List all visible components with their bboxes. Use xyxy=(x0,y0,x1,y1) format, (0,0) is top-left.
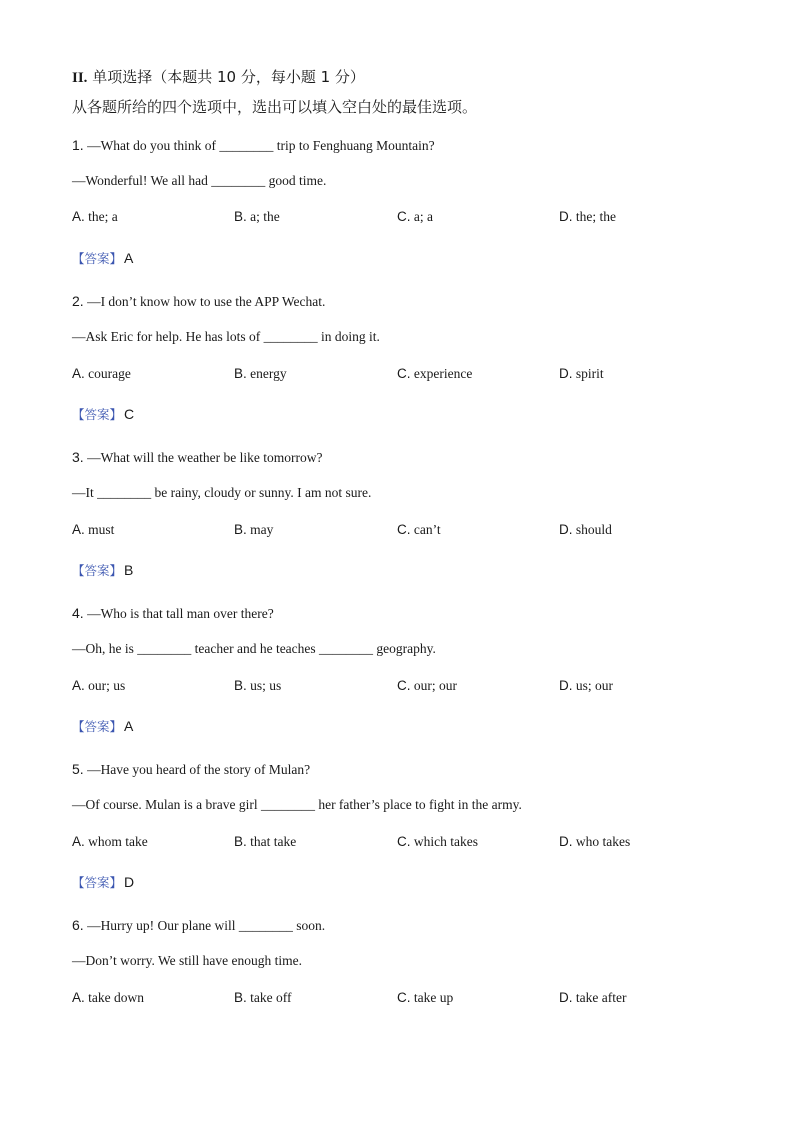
answer-tag: 【答案】 xyxy=(72,407,123,422)
option-letter: D. xyxy=(559,990,573,1005)
option-c xyxy=(397,365,472,383)
option-text: whom take xyxy=(88,834,148,849)
option-c xyxy=(397,677,457,695)
option-text: courage xyxy=(88,366,131,381)
answer-tag: 【答案】 xyxy=(72,875,123,890)
question-4-answer xyxy=(72,717,133,737)
option-letter: C. xyxy=(397,366,411,381)
option-text: us; us xyxy=(250,678,282,693)
option-letter: B. xyxy=(234,522,247,537)
option-letter: B. xyxy=(234,990,247,1005)
option-text: that take xyxy=(250,834,297,849)
option-letter: B. xyxy=(234,366,247,381)
question-1-line-1 xyxy=(72,136,435,155)
option-b xyxy=(234,365,287,383)
question-1-answer xyxy=(72,249,133,269)
answer-tag: 【答案】 xyxy=(72,719,123,734)
question-5-line-2: —Of course. Mulan is a brave girl ________ her father’s place to fight in the army. xyxy=(72,797,522,812)
option-a xyxy=(72,677,125,695)
answer-value: D xyxy=(124,874,135,890)
question-text: —Hurry up! Our plane will ________ soon. xyxy=(87,918,326,933)
option-a xyxy=(72,989,144,1007)
option-d xyxy=(559,365,604,383)
option-text: may xyxy=(250,522,274,537)
option-c xyxy=(397,521,441,539)
option-text: us; our xyxy=(575,678,613,693)
option-b xyxy=(234,989,292,1007)
question-text: —What do you think of ________ trip to Fenghuang Mountain? xyxy=(87,138,435,153)
option-letter: D. xyxy=(559,209,573,224)
option-text: experience xyxy=(413,366,473,381)
option-b xyxy=(234,833,296,851)
option-letter: A. xyxy=(72,834,85,849)
option-d xyxy=(559,521,612,539)
option-text: who takes xyxy=(575,834,631,849)
option-letter: D. xyxy=(559,678,573,693)
question-3-options xyxy=(72,521,712,539)
option-d xyxy=(559,208,616,226)
answer-value: A xyxy=(124,718,134,734)
option-d xyxy=(559,833,630,851)
question-4-options xyxy=(72,677,712,695)
question-5-answer xyxy=(72,873,134,893)
option-letter: D. xyxy=(559,834,573,849)
option-letter: D. xyxy=(559,366,573,381)
option-letter: C. xyxy=(397,834,411,849)
question-2-line-1 xyxy=(72,292,325,311)
option-text: must xyxy=(88,522,115,537)
option-a xyxy=(72,521,114,539)
answer-tag: 【答案】 xyxy=(72,563,123,578)
question-6-options xyxy=(72,989,712,1007)
option-letter: C. xyxy=(397,678,411,693)
question-6-line-2: —Don’t worry. We still have enough time. xyxy=(72,953,303,968)
question-1-line-2: —Wonderful! We all had ________ good time. xyxy=(72,173,327,188)
option-text: can’t xyxy=(413,522,441,537)
question-3-line-2: —It ________ be rainy, cloudy or sunny. I am not sure. xyxy=(72,485,372,500)
option-text: our; us xyxy=(88,678,126,693)
option-letter: C. xyxy=(397,209,411,224)
option-text: the; a xyxy=(88,209,118,224)
option-letter: B. xyxy=(234,209,247,224)
option-c xyxy=(397,833,478,851)
question-text: —I don’t know how to use the APP Wechat. xyxy=(87,294,326,309)
option-letter: B. xyxy=(234,678,247,693)
option-text: should xyxy=(575,522,612,537)
option-text: take after xyxy=(575,990,627,1005)
option-letter: C. xyxy=(397,522,411,537)
question-1-options xyxy=(72,208,712,226)
option-text: take down xyxy=(88,990,144,1005)
question-3-line-1 xyxy=(72,448,322,467)
option-letter: A. xyxy=(72,522,85,537)
question-number: 2. xyxy=(72,293,84,309)
question-number: 3. xyxy=(72,449,84,465)
question-2-answer xyxy=(72,405,134,425)
option-a xyxy=(72,208,118,226)
option-letter: A. xyxy=(72,678,85,693)
question-number: 4. xyxy=(72,605,84,621)
option-text: take up xyxy=(413,990,454,1005)
question-number: 1. xyxy=(72,137,84,153)
question-2-options xyxy=(72,365,712,383)
option-letter: A. xyxy=(72,990,85,1005)
option-a xyxy=(72,833,148,851)
section-instruction: 从各题所给的四个选项中，选出可以填入空白处的最佳选项。 xyxy=(72,98,478,116)
question-text: —Who is that tall man over there? xyxy=(87,606,274,621)
option-c xyxy=(397,989,453,1007)
option-text: our; our xyxy=(413,678,457,693)
option-letter: D. xyxy=(559,522,573,537)
option-letter: B. xyxy=(234,834,247,849)
option-d xyxy=(559,677,613,695)
question-text: —Have you heard of the story of Mulan? xyxy=(87,762,311,777)
question-4-line-1 xyxy=(72,604,274,623)
question-2-line-2: —Ask Eric for help. He has lots of ________ in doing it. xyxy=(72,329,380,344)
option-text: energy xyxy=(250,366,287,381)
option-letter: A. xyxy=(72,209,85,224)
option-text: a; the xyxy=(250,209,280,224)
question-number: 5. xyxy=(72,761,84,777)
section-roman-numeral: II. xyxy=(72,70,88,86)
question-5-line-1 xyxy=(72,760,310,779)
answer-tag: 【答案】 xyxy=(72,251,123,266)
option-text: which takes xyxy=(413,834,478,849)
option-text: take off xyxy=(250,990,292,1005)
option-b xyxy=(234,677,281,695)
answer-value: B xyxy=(124,562,134,578)
option-a xyxy=(72,365,131,383)
question-5-options xyxy=(72,833,712,851)
option-text: spirit xyxy=(575,366,604,381)
option-text: the; the xyxy=(575,209,616,224)
question-4-line-2: —Oh, he is ________ teacher and he teaches ________ geography. xyxy=(72,641,436,656)
option-text: a; a xyxy=(413,209,433,224)
answer-value: A xyxy=(124,250,134,266)
option-letter: C. xyxy=(397,990,411,1005)
option-c xyxy=(397,208,433,226)
question-6-line-1 xyxy=(72,916,325,935)
option-b xyxy=(234,521,273,539)
section-title xyxy=(72,67,365,88)
option-letter: A. xyxy=(72,366,85,381)
answer-value: C xyxy=(124,406,135,422)
option-b xyxy=(234,208,280,226)
question-text: —What will the weather be like tomorrow? xyxy=(87,450,323,465)
option-d xyxy=(559,989,626,1007)
question-3-answer xyxy=(72,561,133,581)
section-title-text: 单项选择（本题共 10 分，每小题 1 分） xyxy=(92,68,365,86)
question-number: 6. xyxy=(72,917,84,933)
